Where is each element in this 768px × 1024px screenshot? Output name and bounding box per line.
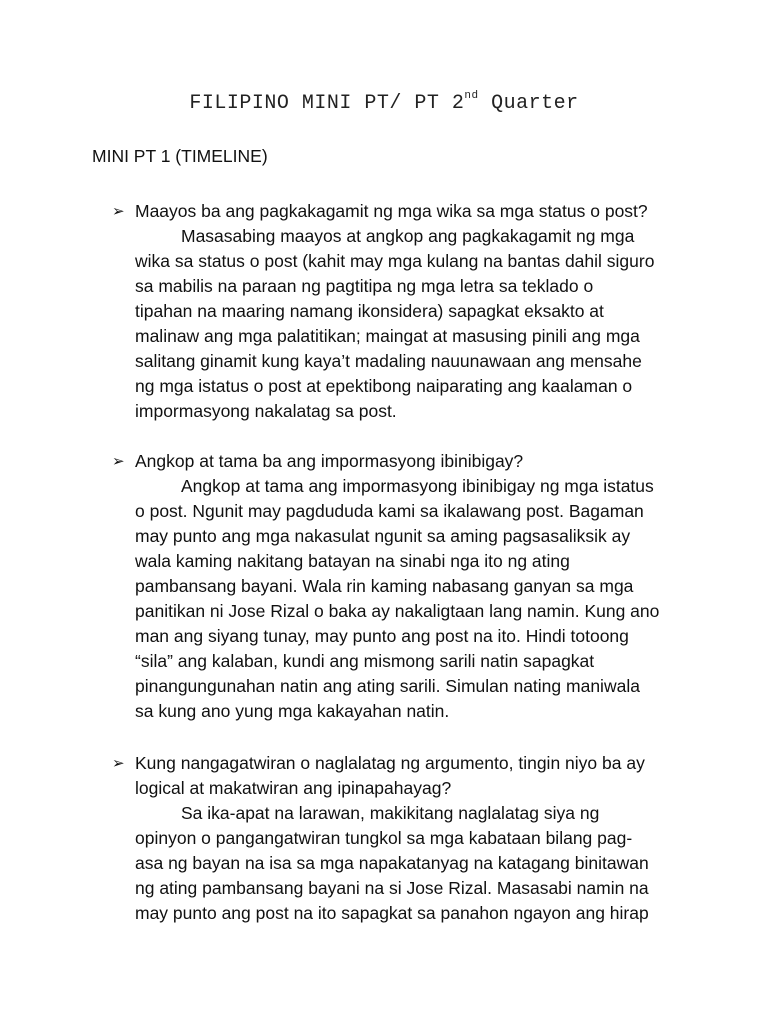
question-text — [135, 751, 692, 801]
answer-text — [135, 474, 692, 499]
answer-text — [135, 801, 692, 826]
arrow-bullet-icon: ➢ — [112, 453, 125, 470]
answer-line: malinaw ang mga palatitikan; maingat at masusing pinili ang mga — [135, 326, 640, 346]
answer-line: impormasyong nakalatag sa post. — [135, 401, 397, 421]
answer-line: may punto ang post na ito sapagkat sa panahon ngayon ang hirap — [135, 903, 649, 923]
document-title-main: FILIPINO MINI PT/ PT 2 — [189, 92, 465, 115]
section-heading: MINI PT 1 (TIMELINE) — [92, 146, 268, 166]
answer-line: tipahan na maaring namang ikonsidera) sapagkat eksakto at — [135, 301, 604, 321]
question-line: Angkop at tama ba ang impormasyong ibinibigay? — [135, 451, 524, 471]
answer-line: pinangungunahan natin ang ating sarili. Simulan nating maniwala — [135, 676, 640, 696]
question-item — [112, 449, 692, 724]
document-title — [0, 92, 768, 115]
answer-line: panitikan ni Jose Rizal o baka ay nakaligtaan lang namin. Kung ano — [135, 601, 660, 621]
answer-line: wala kaming nakitang batayan na sinabi nga ito ng ating — [135, 551, 570, 571]
question-item — [112, 751, 692, 926]
answer-line: sa mabilis na paraan ng pagtitipa ng mga letra sa teklado o — [135, 276, 594, 296]
answer-text-continued — [135, 826, 692, 926]
question-text — [135, 449, 692, 474]
answer-line: Angkop at tama ang impormasyong ibinibigay ng mga istatus — [181, 476, 654, 496]
answer-line: may punto ang mga nakasulat ngunit sa aming pagsasaliksik ay — [135, 526, 631, 546]
answer-line: man ang siyang tunay, may punto ang post na ito. Hindi totoong — [135, 626, 629, 646]
answer-line: ng mga istatus o post at epektibong naiparating ang kaalaman o — [135, 376, 633, 396]
question-line: Maayos ba ang pagkakagamit ng mga wika sa mga status o post? — [135, 201, 648, 221]
question-line: logical at makatwiran ang ipinapahayag? — [135, 778, 452, 798]
question-text — [135, 199, 692, 224]
answer-line: “sila” ang kalaban, kundi ang mismong sarili natin sapagkat — [135, 651, 595, 671]
answer-line: opinyon o pangangatwiran tungkol sa mga kabataan bilang pag- — [135, 828, 633, 848]
arrow-bullet-icon: ➢ — [112, 203, 125, 220]
answer-line: salitang ginamit kung kaya’t madaling nauunawaan ang mensahe — [135, 351, 642, 371]
answer-text — [135, 224, 692, 249]
answer-line: ng ating pambansang bayani na si Jose Rizal. Masasabi namin na — [135, 878, 649, 898]
answer-line: asa ng bayan na isa sa mga napakatanyag na katagang binitawan — [135, 853, 649, 873]
question-line: Kung nangagatwiran o naglalatag ng argumento, tingin niyo ba ay — [135, 753, 645, 773]
answer-line: sa kung ano yung mga kakayahan natin. — [135, 701, 450, 721]
document-title-superscript: nd — [464, 90, 479, 103]
answer-line: pambansang bayani. Wala rin kaming nabasang ganyan sa mga — [135, 576, 634, 596]
answer-text-continued — [135, 499, 692, 724]
answer-line: wika sa status o post (kahit may mga kulang na bantas dahil siguro — [135, 251, 655, 271]
answer-text-continued — [135, 249, 692, 424]
answer-line: o post. Ngunit may pagdududa kami sa ikalawang post. Bagaman — [135, 501, 644, 521]
question-item — [112, 199, 692, 424]
answer-line: Sa ika-apat na larawan, makikitang naglalatag siya ng — [181, 803, 600, 823]
arrow-bullet-icon: ➢ — [112, 755, 125, 772]
answer-line: Masasabing maayos at angkop ang pagkakagamit ng mga — [181, 226, 635, 246]
document-title-tail: Quarter — [478, 92, 579, 115]
